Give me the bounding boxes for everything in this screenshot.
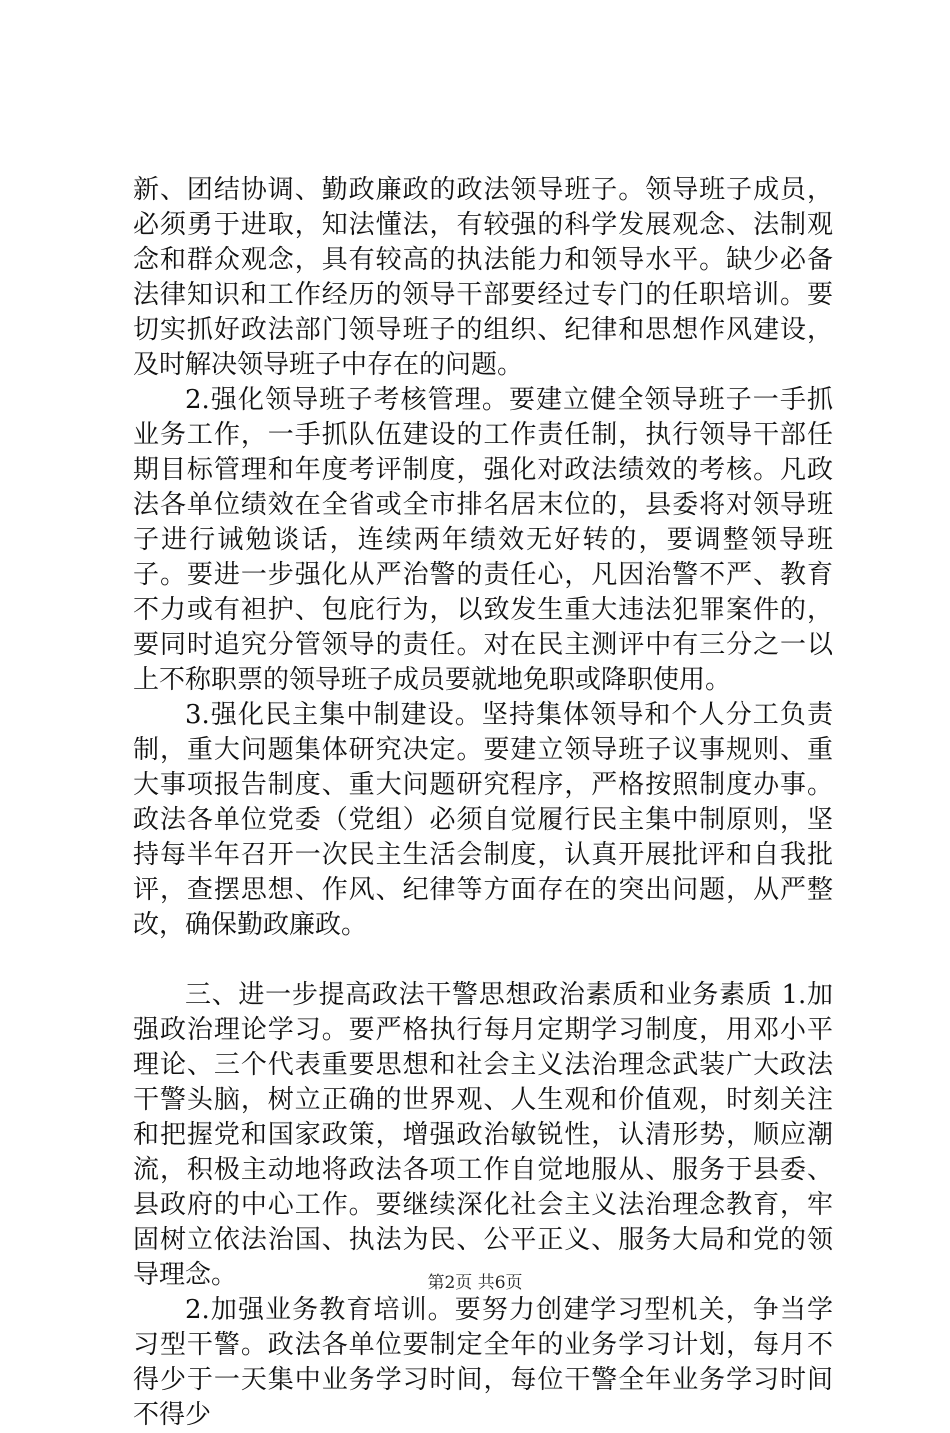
- paragraph-4: 三、进一步提高政法干警思想政治素质和业务素质 1.加强政治理论学习。要严格执行每月定期学习制度，用邓小平理论、三个代表重要思想和社会主义法治理念武装广大政法干警头脑，树立正确的世界观、人生观和价值观，时刻关注和把握党和国家政策，增强政治敏锐性，认清形势，顺应潮流，积极主动地将政法各项工作自觉地服从、服务于县委、县政府的中心工作。要继续深化社会主义法治理念教育，牢固树立依法治国、执法为民、公平正义、服务大局和党的领导理念。: [133, 980, 833, 1290]
- paragraph-3: 3.强化民主集中制建设。坚持集体领导和个人分工负责制，重大问题集体研究决定。要建立领导班子议事规则、重大事项报告制度、重大问题研究程序，严格按照制度办事。政法各单位党委（党组）必须自觉履行民主集中制原则，坚持每半年召开一次民主生活会制度，认真开展批评和自我批评，查摆思想、作风、纪律等方面存在的突出问题，从严整改，确保勤政廉政。: [133, 700, 833, 940]
- document-body: [133, 173, 833, 1433]
- paragraph-2: 2.强化领导班子考核管理。要建立健全领导班子一手抓业务工作，一手抓队伍建设的工作责任制，执行领导干部任期目标管理和年度考评制度，强化对政法绩效的考核。凡政法各单位绩效在全省或全市排名居末位的，县委将对领导班子进行诫勉谈话，连续两年绩效无好转的，要调整领导班子。要进一步强化从严治警的责任心，凡因治警不严、教育不力或有袒护、包庇行为，以致发生重大违法犯罪案件的，要同时追究分管领导的责任。对在民主测评中有三分之一以上不称职票的领导班子成员要就地免职或降职使用。: [133, 385, 833, 695]
- page-number-footer: 第2页 共6页: [427, 1273, 523, 1293]
- paragraph-1: 新、团结协调、勤政廉政的政法领导班子。领导班子成员，必须勇于进取，知法懂法，有较强的科学发展观念、法制观念和群众观念，具有较高的执法能力和领导水平。缺少必备法律知识和工作经历的领导干部要经过专门的任职培训。要切实抓好政法部门领导班子的组织、纪律和思想作风建设，及时解决领导班子中存在的问题。: [133, 175, 833, 380]
- paragraph-spacer: [133, 943, 833, 978]
- paragraph-5: 2.加强业务教育培训。要努力创建学习型机关，争当学习型干警。政法各单位要制定全年的业务学习计划，每月不得少于一天集中业务学习时间，每位干警全年业务学习时间不得少: [133, 1295, 833, 1430]
